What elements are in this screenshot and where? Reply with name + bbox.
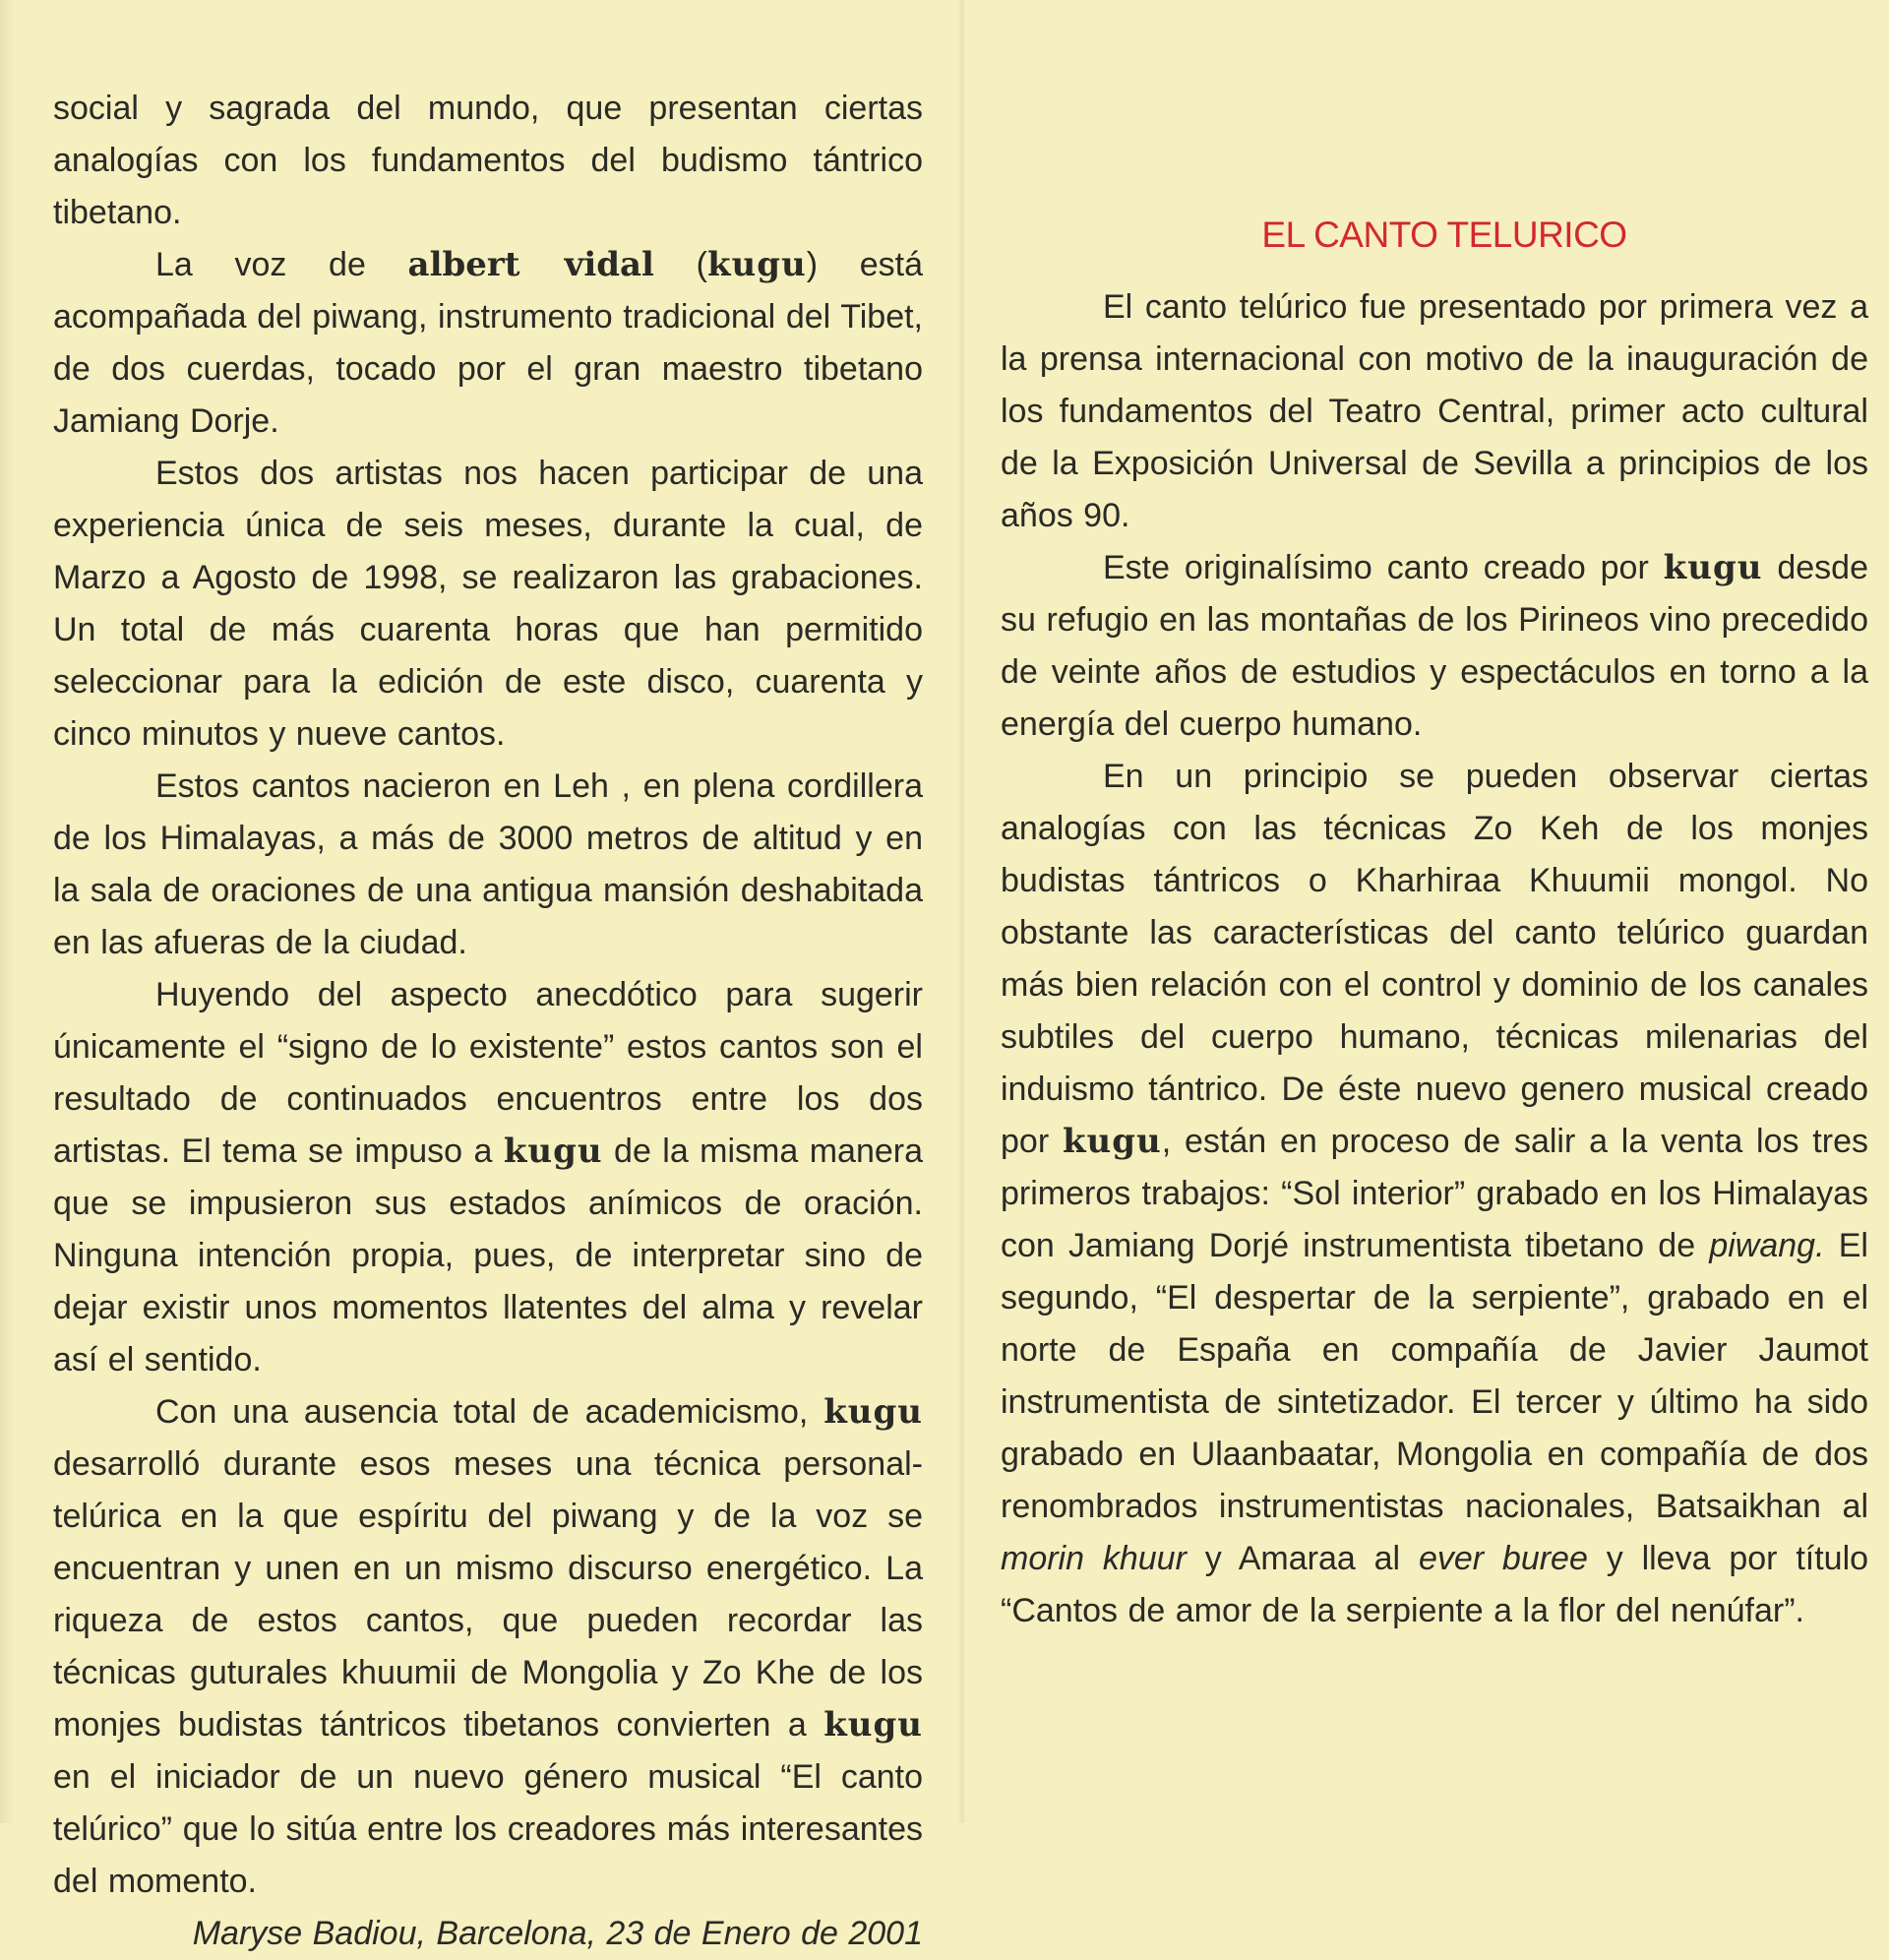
kugu-logotype: kugu [503,1132,603,1171]
text-run: Este originalísimo canto creado por [1103,549,1664,586]
text-run: en el iniciador de un nuevo género musical “El canto telúrico” que lo sitúa entre los creadores más interesantes del momento. [53,1758,923,1900]
page-fold [959,0,965,1823]
left-page [53,0,923,1960]
text-run: ( [653,246,707,283]
italic-term: morin khuur [1001,1540,1187,1577]
text-run: ) está acompañada del piwang, instrumento tradicional del Tibet, de dos cuerdas, tocado por el gran maestro tibetano Jamiang Dorje. [53,246,923,440]
section-title: EL CANTO TELURICO [1261,214,1627,255]
text-run: desarrolló durante esos meses una técnica personal-telúrica en la que espíritu del piwang y de la voz se encuentran y unen en un mismo discurso energético. La riqueza de estos cantos, que pueden recordar las técnicas guturales khuumii de Mongolia y Zo Khe de los monjes budistas tántricos tibetanos convierten a [53,1445,923,1744]
left-paragraph-4: Estos cantos nacieron en Leh , en plena cordillera de los Himalayas, a más de 3000 metros de altitud y en la sala de oraciones de una antigua mansión deshabitada en las afueras de la ciudad. [53,767,923,961]
kugu-logotype: kugu [823,1392,923,1432]
left-paragraph-2 [53,239,923,448]
italic-term: ever buree [1418,1540,1588,1577]
kugu-logotype: kugu [823,1705,923,1745]
right-paragraph-3 [1001,751,1868,1637]
page-edge-shadow [0,0,14,1823]
left-paragraph-3: Estos dos artistas nos hacen participar de una experiencia única de seis meses, durante la cual, de Marzo a Agosto de 1998, se realizaron las grabaciones. Un total de más cuarenta horas que han permitido seleccionar para la edición de este disco, cuarenta y cinco minutos y nueve cantos. [53,455,923,753]
text-run: Con una ausencia total de academicismo, [155,1393,824,1431]
text-run: de la misma manera que se impusieron sus estados anímicos de oración. Ninguna intención propia, pues, de interpretar sino de dejar existir unos momentos llatentes del alma y revelar así el sentido. [53,1133,923,1378]
text-run: La voz de [155,246,408,283]
kugu-logotype: kugu [1062,1122,1162,1161]
artist-name-logotype: albert vidal [407,245,654,284]
right-page [1001,0,1868,1637]
right-paragraph-1: El canto telúrico fue presentado por primera vez a la prensa internacional con motivo de la inauguración de los fundamentos del Teatro Central, primer acto cultural de la Exposición Universal de Sevilla a principios de los años 90. [1001,288,1868,534]
kugu-logotype: kugu [1663,548,1763,587]
text-run: y lleva por título “Cantos de amor de la serpiente a la flor del nenúfar”. [1001,1540,1869,1629]
text-run: , están en proceso de salir a la venta los tres primeros trabajos: “Sol interior” grabado en los Himalayas con Jamiang Dorjé instrumentista tibetano de [1001,1123,1868,1264]
left-paragraph-5 [53,969,923,1386]
text-run: Huyendo del aspecto anecdótico para sugerir únicamente el “signo de lo existente” estos cantos son el resultado de continuados encuentros entre los dos artistas. El tema se impuso a [53,976,923,1170]
right-paragraph-2 [1001,542,1868,751]
text-run: El segundo, “El despertar de la serpiente”, grabado en el norte de España en compañía de Javier Jaumot instrumentista de sintetizador. El tercer y último ha sido grabado en Ulaanbaatar, Mongolia en compañía de dos renombrados instrumentistas nacionales, Batsaikhan al [1001,1227,1868,1525]
left-paragraph-6 [53,1386,923,1908]
text-run: En un principio se pueden observar ciertas analogías con las técnicas Zo Keh de los monjes budistas tántricos o Kharhiraa Khuumii mongol. No obstante las características del canto telúrico guardan más bien relación con el control y dominio de los canales subtiles del cuerpo humano, técnicas milenarias del induismo tántrico. De éste nuevo genero musical creado por [1001,758,1868,1160]
italic-term: piwang. [1709,1227,1825,1264]
kugu-logotype: kugu [706,245,807,284]
author-signature: Maryse Badiou, Barcelona, 23 de Enero de 2001 [192,1915,923,1952]
text-run: desde su refugio en las montañas de los Pirineos vino precedido de veinte años de estudios y espectáculos en torno a la energía del cuerpo humano. [1001,549,1868,743]
left-paragraph-1: social y sagrada del mundo, que presentan ciertas analogías con los fundamentos del budismo tántrico tibetano. [53,90,923,231]
text-run: y Amaraa al [1186,1540,1419,1577]
